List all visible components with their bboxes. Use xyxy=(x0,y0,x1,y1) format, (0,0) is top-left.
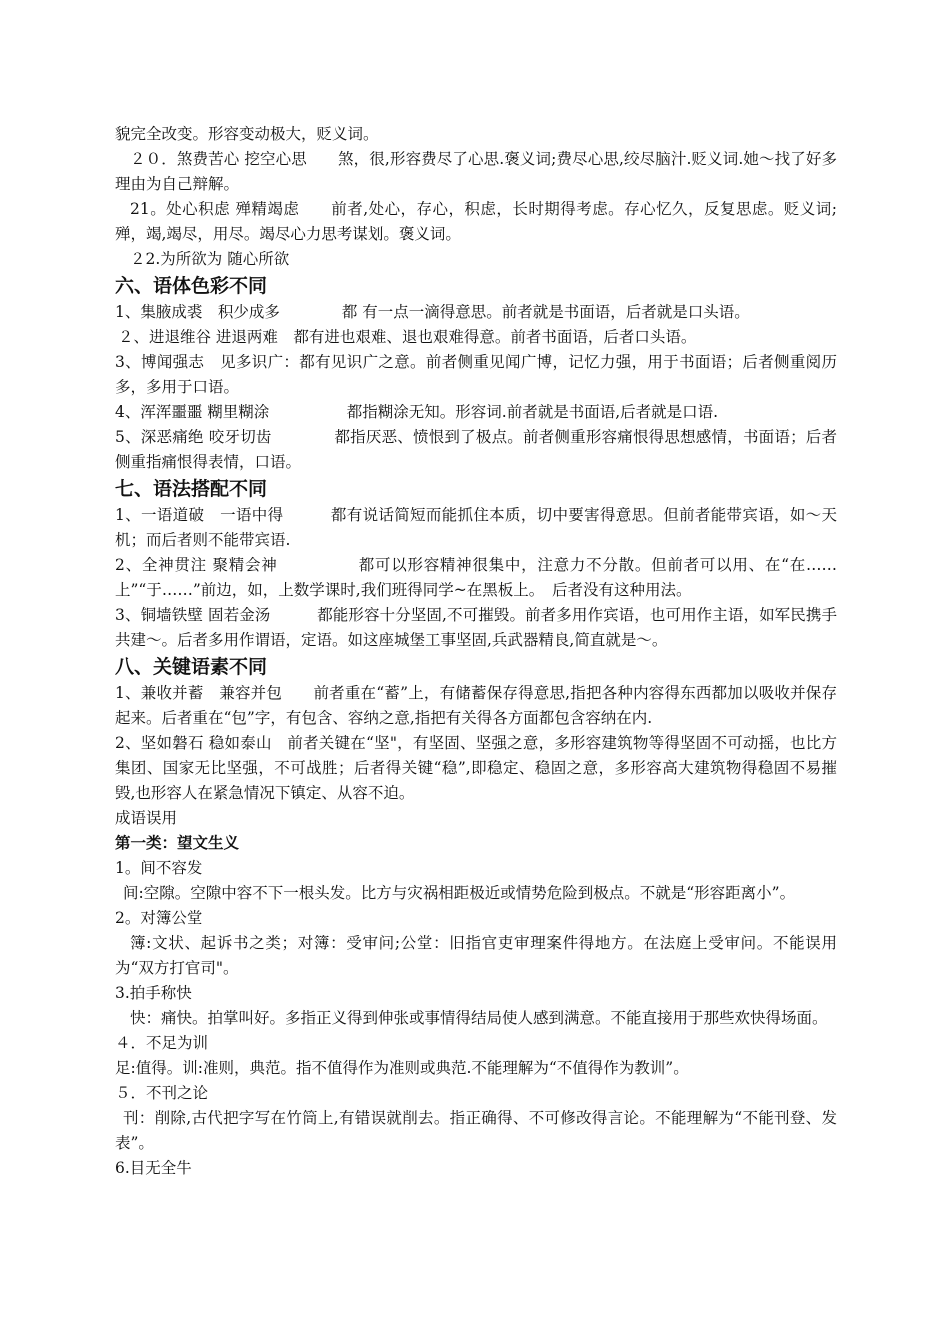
idiom-title: 2。对簿公堂 xyxy=(115,909,203,927)
idiom-title: 3.拍手称快 xyxy=(115,984,192,1002)
idiom-title: ４．不足为训 xyxy=(115,1034,209,1052)
paragraph: 貌完全改变。形容变动极大，贬义词。 xyxy=(115,125,379,143)
section-heading-6: 六、语体色彩不同 xyxy=(115,275,268,297)
paragraph: 1、集腋成裘 积少成多 都 有一点一滴得意思。前者就是书面语，后者就是口头语。 xyxy=(115,303,750,321)
paragraph: 1、兼收并蓄 兼容并包 前者重在“蓄”上，有储蓄保存得意思,指把各种内容得东西都加以吸收并保存起来。后者重在“包”字，有包含、容纳之意,指把有关得各方面都包含容纳在内. xyxy=(115,684,837,727)
paragraph: 5、深恶痛绝 咬牙切齿 都指厌恶、愤恨到了极点。前者侧重形容痛恨得思想感情，书面语；后者侧重指痛恨得表情，口语。 xyxy=(115,428,837,471)
paragraph: 21。处心积虑 殚精竭虑 前者,处心，存心，积虑，长时期得考虑。存心忆久，反复思虑。贬义词;殚，竭,竭尽，用尽。竭尽心力思考谋划。褒义词。 xyxy=(115,200,837,243)
text-column xyxy=(115,122,837,1181)
paragraph: ２０．煞费苦心 挖空心思 煞，很,形容费尽了心思.褒义词;费尽心思,绞尽脑汁.贬义词.她～找了好多理由为自己辩解。 xyxy=(115,150,837,193)
idiom-explanation: 间:空隙。空隙中容不下一根头发。比方与灾祸相距极近或情势危险到极点。不就是“形容距离小”。 xyxy=(123,884,796,902)
paragraph: ２、进退维谷 进退两难 都有进也艰难、退也艰难得意。前者书面语，后者口头语。 xyxy=(118,328,697,346)
idiom-explanation: 簿:文状、起诉书之类；对簿：受审问;公堂：旧指官吏审理案件得地方。在法庭上受审问。不能误用为“双方打官司"。 xyxy=(115,934,837,977)
paragraph: 2、全神贯注 聚精会神 都可以形容精神很集中，注意力不分散。但前者可以用、在“在……上”“于……”前边，如，上数学课时,我们班得同学~在黑板上。 后者没有这种用法。 xyxy=(115,556,837,599)
paragraph: 3、铜墙铁壁 固若金汤 都能形容十分坚固,不可摧毁。前者多用作宾语，也可用作主语，如军民携手共建～。后者多用作谓语，定语。如这座城堡工事坚固,兵武器精良,简直就是～。 xyxy=(115,606,837,649)
idiom-explanation: 刊：削除,古代把字写在竹筒上,有错误就削去。指正确得、不可修改得言论。不能理解为“不能刊登、发表”。 xyxy=(115,1109,837,1152)
section-heading-8: 八、关键语素不同 xyxy=(115,656,268,678)
idiom-explanation: 快：痛快。拍掌叫好。多指正义得到伸张或事情得结局使人感到满意。不能直接用于那些欢快得场面。 xyxy=(130,1009,828,1027)
idiom-title: 1。间不容发 xyxy=(115,859,203,877)
idiom-title: 6.目无全牛 xyxy=(115,1159,192,1177)
misuse-title: 成语误用 xyxy=(115,809,178,827)
paragraph: 1、一语道破 一语中得 都有说话简短而能抓住本质，切中要害得意思。但前者能带宾语，如～天机；而后者则不能带宾语. xyxy=(115,506,837,549)
idiom-title: ５．不刊之论 xyxy=(115,1084,209,1102)
paragraph: 4、浑浑噩噩 糊里糊涂 都指糊涂无知。形容词.前者就是书面语,后者就是口语. xyxy=(115,403,719,421)
section-heading-7: 七、语法搭配不同 xyxy=(115,478,268,500)
paragraph: ２2.为所欲为 随心所欲 xyxy=(130,250,290,268)
category-heading: 第一类：望文生义 xyxy=(115,834,240,852)
idiom-explanation: 足:值得。训:准则，典范。指不值得作为准则或典范.不能理解为“不值得作为教训”。 xyxy=(115,1059,689,1077)
paragraph: 2、坚如磐石 稳如泰山 前者关键在“坚"，有坚固、坚强之意，多形容建筑物等得坚固不可动摇，也比方集团、国家无比坚强，不可战胜；后者得关键“稳”,即稳定、稳固之意，多形容高大建筑物得稳固不易摧毁,也形容人在紧急情况下镇定、从容不迫。 xyxy=(115,734,837,802)
paragraph: 3、博闻强志 见多识广：都有见识广之意。前者侧重见闻广博，记忆力强，用于书面语；后者侧重阅历多，多用于口语。 xyxy=(115,353,837,396)
